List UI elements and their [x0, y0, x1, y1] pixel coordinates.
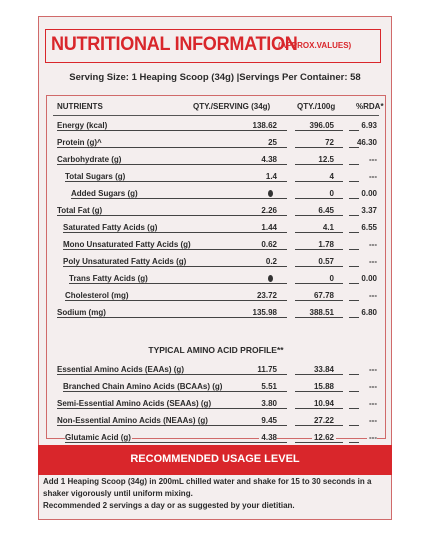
leader-line [57, 408, 287, 409]
leader-line [57, 317, 287, 318]
leader-line [349, 266, 359, 267]
leader-line [57, 130, 287, 131]
nutrient-label: Protein (g)^ [57, 138, 102, 147]
leader-line [349, 317, 359, 318]
value-per-100g: 4.1 [322, 223, 334, 232]
value-per-serving: 11.75 [257, 365, 277, 374]
value-per-serving: 9.45 [261, 416, 277, 425]
value-per-serving: 4.38 [261, 433, 277, 442]
header-rda: %RDA* [356, 102, 384, 111]
page-title: NUTRITIONAL INFORMATION [51, 34, 298, 55]
value-per-serving: 138.62 [252, 121, 277, 130]
nutrient-label: Total Sugars (g) [65, 172, 126, 181]
nutrient-label: Mono Unsaturated Fatty Acids (g) [63, 240, 191, 249]
value-per-serving: 0.2 [265, 257, 277, 266]
leader-line [349, 181, 359, 182]
value-per-100g: 0 [329, 189, 334, 198]
nutrient-label: Trans Fatty Acids (g) [69, 274, 148, 283]
value-rda: --- [369, 399, 377, 408]
header-nutrients: NUTRIENTS [57, 102, 103, 111]
table-row [47, 205, 385, 219]
table-row [47, 256, 385, 270]
value-per-100g: 0 [329, 274, 334, 283]
value-per-serving: 135.98 [252, 308, 277, 317]
leader-line [349, 164, 359, 165]
table-row [47, 188, 385, 202]
usage-line: shaker vigorously until uniform mixing. [43, 489, 193, 498]
leader-line [349, 249, 359, 250]
usage-banner [38, 445, 392, 475]
leader-line [295, 391, 343, 392]
leader-line [349, 215, 359, 216]
leader-line [63, 266, 287, 267]
value-per-serving: 2.26 [261, 206, 277, 215]
value-per-100g: 0.57 [318, 257, 334, 266]
zero-value-marker [268, 275, 273, 282]
value-per-serving: 25 [268, 138, 277, 147]
value-rda: --- [369, 382, 377, 391]
leader-line [69, 283, 287, 284]
leader-line [57, 164, 287, 165]
value-rda: --- [369, 416, 377, 425]
nutrition-table [46, 95, 386, 442]
leader-line [57, 425, 287, 426]
value-per-serving: 1.4 [265, 172, 277, 181]
header-per-100g: QTY./100g [297, 102, 336, 111]
value-per-serving [266, 274, 273, 283]
value-per-100g: 27.22 [313, 416, 334, 425]
value-per-100g: 72 [325, 138, 334, 147]
leader-line [65, 181, 287, 182]
leader-line [349, 425, 359, 426]
value-per-serving: 23.72 [256, 291, 277, 300]
value-per-100g: 1.78 [318, 240, 334, 249]
header-divider [53, 115, 379, 116]
value-rda: 0.00 [361, 189, 377, 198]
leader-line [349, 130, 359, 131]
nutrient-label: Glutamic Acid (g) [65, 433, 131, 442]
nutrient-label: Essential Amino Acids (EAAs) (g) [57, 365, 184, 374]
leader-line [295, 198, 343, 199]
table-row [47, 398, 385, 412]
title-box [45, 29, 381, 63]
usage-banner-title: RECOMMENDED USAGE LEVEL [130, 453, 300, 465]
nutrient-label: Sodium (mg) [57, 308, 106, 317]
leader-line [349, 198, 359, 199]
leader-line [295, 442, 343, 443]
table-row [47, 222, 385, 236]
leader-line [349, 283, 359, 284]
value-per-serving: 4.38 [261, 155, 277, 164]
table-row [47, 432, 385, 446]
nutrient-label: Non-Essential Amino Acids (NEAAs) (g) [57, 416, 208, 425]
leader-line [295, 374, 343, 375]
value-per-100g: 6.45 [318, 206, 334, 215]
leader-line [295, 181, 343, 182]
nutrient-label: Cholesterol (mg) [65, 291, 129, 300]
table-row [47, 415, 385, 429]
value-per-100g: 4 [329, 172, 334, 181]
table-row [47, 307, 385, 321]
value-rda: 3.37 [361, 206, 377, 215]
leader-line [295, 164, 343, 165]
leader-line [295, 266, 343, 267]
nutrient-label: Added Sugars (g) [71, 189, 138, 198]
value-per-100g: 67.78 [313, 291, 334, 300]
nutrient-label: Branched Chain Amino Acids (BCAAs) (g) [63, 382, 223, 391]
value-per-serving [266, 189, 273, 198]
nutrient-label: Saturated Fatty Acids (g) [63, 223, 158, 232]
nutrient-label: Energy (kcal) [57, 121, 108, 130]
title-note: (APPROX.VALUES) [278, 41, 352, 50]
value-rda: 6.93 [361, 121, 377, 130]
value-per-100g: 33.84 [313, 365, 334, 374]
leader-line [295, 215, 343, 216]
leader-line [295, 283, 343, 284]
leader-line [295, 147, 343, 148]
table-row [47, 137, 385, 151]
leader-line [295, 130, 343, 131]
leader-line [71, 198, 287, 199]
value-per-serving: 5.51 [261, 382, 277, 391]
value-rda: --- [369, 240, 377, 249]
table-row [47, 171, 385, 185]
leader-line [57, 374, 287, 375]
nutrient-label: Semi-Essential Amino Acids (SEAAs) (g) [57, 399, 212, 408]
value-rda: --- [369, 365, 377, 374]
value-per-100g: 388.51 [309, 308, 334, 317]
usage-instructions [43, 476, 389, 512]
leader-line [57, 147, 287, 148]
usage-line: Add 1 Heaping Scoop (34g) in 200mL chilled water and shake for 15 to 30 seconds in a [43, 477, 372, 486]
leader-line [63, 391, 287, 392]
nutrition-label-card [38, 16, 392, 520]
leader-line [349, 391, 359, 392]
value-per-serving: 3.80 [261, 399, 277, 408]
nutrient-label: Poly Unsaturated Fatty Acids (g) [63, 257, 187, 266]
serving-info: Serving Size: 1 Heaping Scoop (34g) |Servings Per Container: 58 [69, 72, 361, 83]
leader-line [295, 232, 343, 233]
leader-line [349, 300, 359, 301]
header-per-serving: QTY./SERVING (34g) [193, 102, 271, 111]
usage-line: Recommended 2 servings a day or as suggested by your dietitian. [43, 501, 295, 510]
leader-line [295, 300, 343, 301]
leader-line [295, 317, 343, 318]
value-per-100g: 15.88 [313, 382, 334, 391]
amino-acid-title: TYPICAL AMINO ACID PROFILE** [148, 345, 284, 355]
leader-line [57, 215, 287, 216]
table-row [47, 381, 385, 395]
value-per-100g: 12.5 [318, 155, 334, 164]
value-rda: 46.30 [356, 138, 377, 147]
value-per-100g: 10.94 [313, 399, 334, 408]
table-row [47, 239, 385, 253]
value-per-serving: 1.44 [261, 223, 277, 232]
leader-line [65, 442, 287, 443]
zero-value-marker [268, 190, 273, 197]
value-per-100g: 396.05 [309, 121, 334, 130]
nutrient-label: Carbohydrate (g) [57, 155, 122, 164]
value-rda: 0.00 [361, 274, 377, 283]
value-rda: --- [369, 257, 377, 266]
leader-line [295, 408, 343, 409]
value-per-100g: 12.62 [313, 433, 334, 442]
value-rda: --- [369, 291, 377, 300]
leader-line [349, 147, 359, 148]
value-rda: --- [369, 155, 377, 164]
value-rda: 6.55 [361, 223, 377, 232]
table-row [47, 154, 385, 168]
leader-line [63, 232, 287, 233]
value-rda: --- [369, 172, 377, 181]
leader-line [349, 442, 359, 443]
leader-line [295, 425, 343, 426]
nutrient-label: Total Fat (g) [57, 206, 103, 215]
leader-line [63, 249, 287, 250]
leader-line [65, 300, 287, 301]
table-row [47, 120, 385, 134]
table-row [47, 290, 385, 304]
value-rda: 6.80 [361, 308, 377, 317]
leader-line [349, 374, 359, 375]
table-row [47, 364, 385, 378]
value-rda: --- [369, 433, 377, 442]
table-row [47, 273, 385, 287]
leader-line [295, 249, 343, 250]
leader-line [349, 408, 359, 409]
leader-line [349, 232, 359, 233]
value-per-serving: 0.62 [261, 240, 277, 249]
